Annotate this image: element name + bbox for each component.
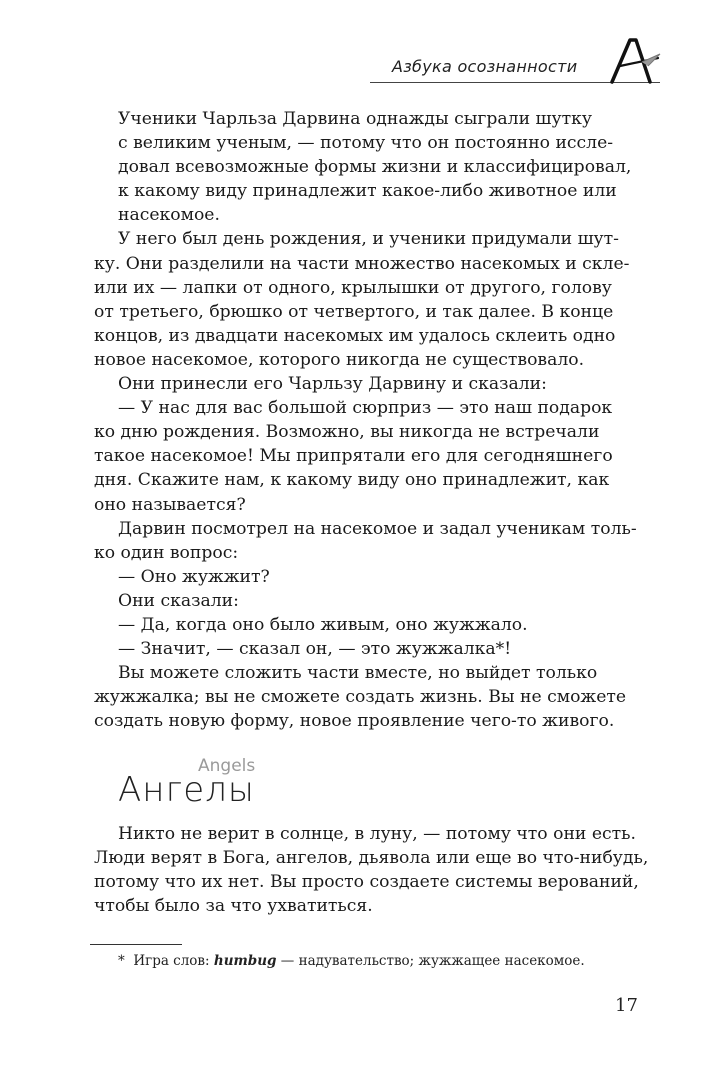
text-line: потому что их нет. Вы просто создаете системы верований, <box>94 872 639 893</box>
text-line: новое насекомое, которого никогда не существовало. <box>94 349 585 370</box>
text-line: Люди верят в Бога, ангелов, дьявола или еще во что-нибудь, <box>94 848 649 869</box>
footnote-marker: * <box>118 953 125 969</box>
section-heading-english: Angels <box>198 756 256 776</box>
text-line: Дарвин посмотрел на насекомое и задал ученикам толь- <box>118 518 637 539</box>
text-line: — У нас для вас большой сюрприз — это наш подарок <box>118 398 613 419</box>
text-line: довал всевозможные формы жизни и классифицировал, <box>118 157 632 178</box>
text-line: Ученики Чарльза Дарвина однажды сыграли шутку <box>118 109 592 129</box>
text-line: концов, из двадцати насекомых им удалось склеить одно <box>94 325 616 346</box>
running-title: Азбука осознанности <box>392 57 578 76</box>
section-heading <box>118 756 418 822</box>
text-line: чтобы было за что ухватиться. <box>94 896 373 917</box>
text-line: ко один вопрос: <box>94 542 239 563</box>
text-line: Никто не верит в солнце, в луну, — потому что они есть. <box>118 824 636 844</box>
text-line: насекомое. <box>118 205 220 226</box>
text-line: от третьего, брюшко от четвертого, и так далее. В конце <box>94 301 614 322</box>
text-line: оно называется? <box>94 494 246 515</box>
logo-letter-a-icon <box>606 36 662 86</box>
page-number: 17 <box>615 995 638 1016</box>
text-line: с великим ученым, — потому что он постоянно иссле- <box>118 133 614 154</box>
running-header <box>0 30 727 90</box>
text-line: создать новую форму, новое проявление чего-то живого. <box>94 711 615 732</box>
footnote-definition: — надувательство; жужжащее насекомое. <box>280 953 585 969</box>
text-line: Вы можете сложить части вместе, но выйдет только <box>118 663 598 684</box>
text-line: — Оно жужжит? <box>118 566 270 587</box>
main-text <box>94 107 640 733</box>
text-line: ко дню рождения. Возможно, вы никогда не встречали <box>94 422 600 443</box>
text-line: дня. Скажите нам, к какому виду оно принадлежит, как <box>94 470 610 491</box>
text-line: или их — лапки от одного, крылышки от другого, голову <box>94 277 612 298</box>
footnote-prefix: Игра слов: <box>133 953 210 969</box>
text-line: У него был день рождения, и ученики придумали шут- <box>118 229 619 250</box>
text-line: ку. Они разделили на части множество насекомых и скле- <box>94 253 630 274</box>
text-line: Они сказали: <box>118 590 239 611</box>
text-line: — Значит, — сказал он, — это жужжалка*! <box>118 639 512 660</box>
section-heading-russian: Ангелы <box>118 770 255 810</box>
text-line: Они принесли его Чарльзу Дарвину и сказали: <box>118 374 547 395</box>
footnote-term: humbug <box>213 953 277 969</box>
text-line: такое насекомое! Мы припрятали его для сегодняшнего <box>94 446 613 467</box>
text-line: к какому виду принадлежит какое-либо животное или <box>118 181 617 202</box>
section-text <box>94 822 649 918</box>
text-line: жужжалка; вы не сможете создать жизнь. Вы не сможете <box>94 687 627 708</box>
footnote-rule <box>90 944 182 945</box>
text-line: — Да, когда оно было живым, оно жужжало. <box>118 614 528 635</box>
footnote <box>118 953 585 969</box>
